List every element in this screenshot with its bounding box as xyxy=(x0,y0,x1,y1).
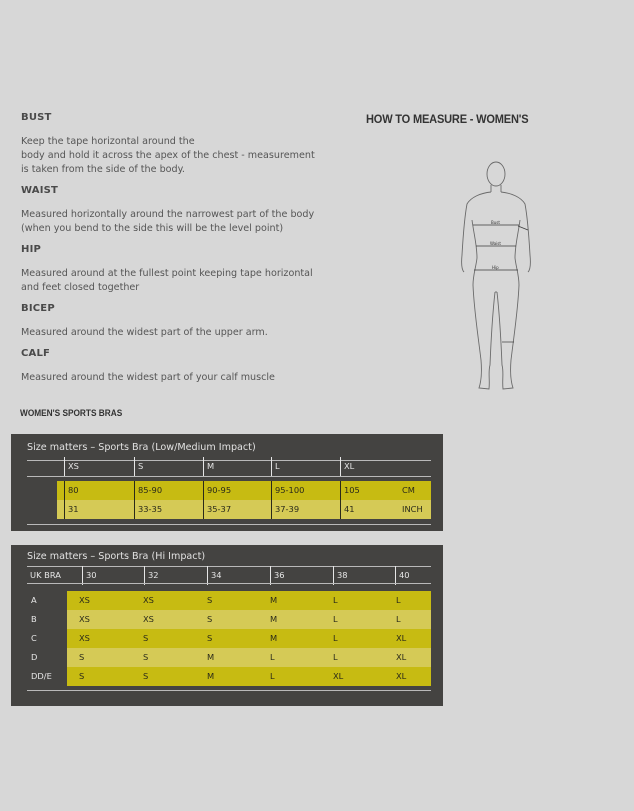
table-cell: XL xyxy=(396,652,407,662)
uk-bra-header: UK BRA xyxy=(30,570,61,580)
table-cell: S xyxy=(143,671,149,681)
table-cell: 35-37 xyxy=(203,500,231,519)
hip-text: Measured around at the fullest point keeping tape horizontal and feet closed together xyxy=(21,268,313,293)
low-impact-row-inch xyxy=(57,500,431,519)
cup-label: B xyxy=(31,614,37,624)
table-cell: XS xyxy=(143,595,154,605)
table-cell: S xyxy=(207,614,213,624)
calf-text: Measured around the widest part of your calf muscle xyxy=(21,372,275,383)
table-cell: XL xyxy=(396,671,407,681)
body-figure-illustration xyxy=(455,160,537,398)
table-cell: S xyxy=(143,652,149,662)
how-to-measure-title: HOW TO MEASURE - WOMEN'S xyxy=(366,112,529,126)
hi-impact-row-a xyxy=(27,591,431,610)
table-cell: 31 xyxy=(64,500,79,519)
table-cell: L xyxy=(333,595,338,605)
low-impact-row-cm xyxy=(57,481,431,500)
table-cell: 33-35 xyxy=(134,500,162,519)
table-cell: S xyxy=(207,633,213,643)
band-header: 36 xyxy=(270,566,285,585)
band-header: 38 xyxy=(333,566,348,585)
bicep-text: Measured around the widest part of the upper arm. xyxy=(21,327,268,338)
hi-impact-row-c xyxy=(27,629,431,648)
table-cell: L xyxy=(333,614,338,624)
table-cell: XL xyxy=(333,671,344,681)
size-header: S xyxy=(134,457,143,476)
table-cell: 80 xyxy=(64,481,79,500)
table-cell: M xyxy=(270,595,278,605)
calf-heading: CALF xyxy=(21,348,51,359)
bust-text: Keep the tape horizontal around the body and hold it across the apex of the chest - measurement is taken from the side of the body. xyxy=(21,136,315,175)
table-cell: XS xyxy=(143,614,154,624)
band-header: 32 xyxy=(144,566,159,585)
unit-cm: CM xyxy=(402,485,415,495)
table-cell: XS xyxy=(79,633,90,643)
waist-heading: WAIST xyxy=(21,185,59,196)
cup-label: A xyxy=(31,595,37,605)
table-cell: S xyxy=(143,633,149,643)
cup-label: D xyxy=(31,652,38,662)
size-header: XS xyxy=(64,457,79,476)
low-impact-table-title: Size matters – Sports Bra (Low/Medium Impact) xyxy=(27,442,256,453)
table-cell: S xyxy=(207,595,213,605)
cup-label: C xyxy=(31,633,37,643)
table-cell: 37-39 xyxy=(271,500,299,519)
table-cell: L xyxy=(396,614,401,624)
band-header: 30 xyxy=(82,566,97,585)
hi-impact-table-title: Size matters – Sports Bra (Hi Impact) xyxy=(27,551,206,562)
band-header: 40 xyxy=(395,566,410,585)
table-cell: L xyxy=(396,595,401,605)
figure-label-waist: Waist xyxy=(490,241,501,246)
size-header: L xyxy=(271,457,280,476)
table-cell: 41 xyxy=(340,500,355,519)
hi-impact-row-d xyxy=(27,648,431,667)
table-cell: 95-100 xyxy=(271,481,304,500)
size-header: M xyxy=(203,457,214,476)
table-cell: M xyxy=(270,633,278,643)
table-cell: XS xyxy=(79,614,90,624)
table-cell: M xyxy=(270,614,278,624)
bicep-heading: BICEP xyxy=(21,303,55,314)
low-impact-header-row xyxy=(27,457,431,476)
hi-impact-row-dd-e xyxy=(27,667,431,686)
hi-impact-row-b xyxy=(27,610,431,629)
table-cell: 90-95 xyxy=(203,481,231,500)
unit-inch: INCH xyxy=(402,504,423,514)
band-header: 34 xyxy=(207,566,222,585)
size-header: XL xyxy=(340,457,354,476)
table-cell: L xyxy=(270,671,275,681)
table-cell: S xyxy=(79,652,85,662)
table-cell: 85-90 xyxy=(134,481,162,500)
waist-text: Measured horizontally around the narrowest part of the body (when you bend to the side this will be the level point) xyxy=(21,209,315,234)
table-cell: L xyxy=(333,633,338,643)
table-cell: 105 xyxy=(340,481,360,500)
bust-heading: BUST xyxy=(21,112,52,123)
cup-label: DD/E xyxy=(31,671,52,681)
table-cell: S xyxy=(79,671,85,681)
hip-heading: HIP xyxy=(21,244,42,255)
section-title: WOMEN'S SPORTS BRAS xyxy=(20,408,123,418)
table-cell: L xyxy=(270,652,275,662)
table-cell: L xyxy=(333,652,338,662)
table-cell: XS xyxy=(79,595,90,605)
measuring-guide xyxy=(21,112,321,393)
table-cell: XL xyxy=(396,633,407,643)
table-cell: M xyxy=(207,671,215,681)
table-cell: M xyxy=(207,652,215,662)
figure-label-hip: Hip xyxy=(492,265,499,270)
figure-label-bust: Bust xyxy=(491,220,500,225)
hi-impact-size-table xyxy=(11,545,443,706)
low-impact-size-table xyxy=(11,434,443,531)
